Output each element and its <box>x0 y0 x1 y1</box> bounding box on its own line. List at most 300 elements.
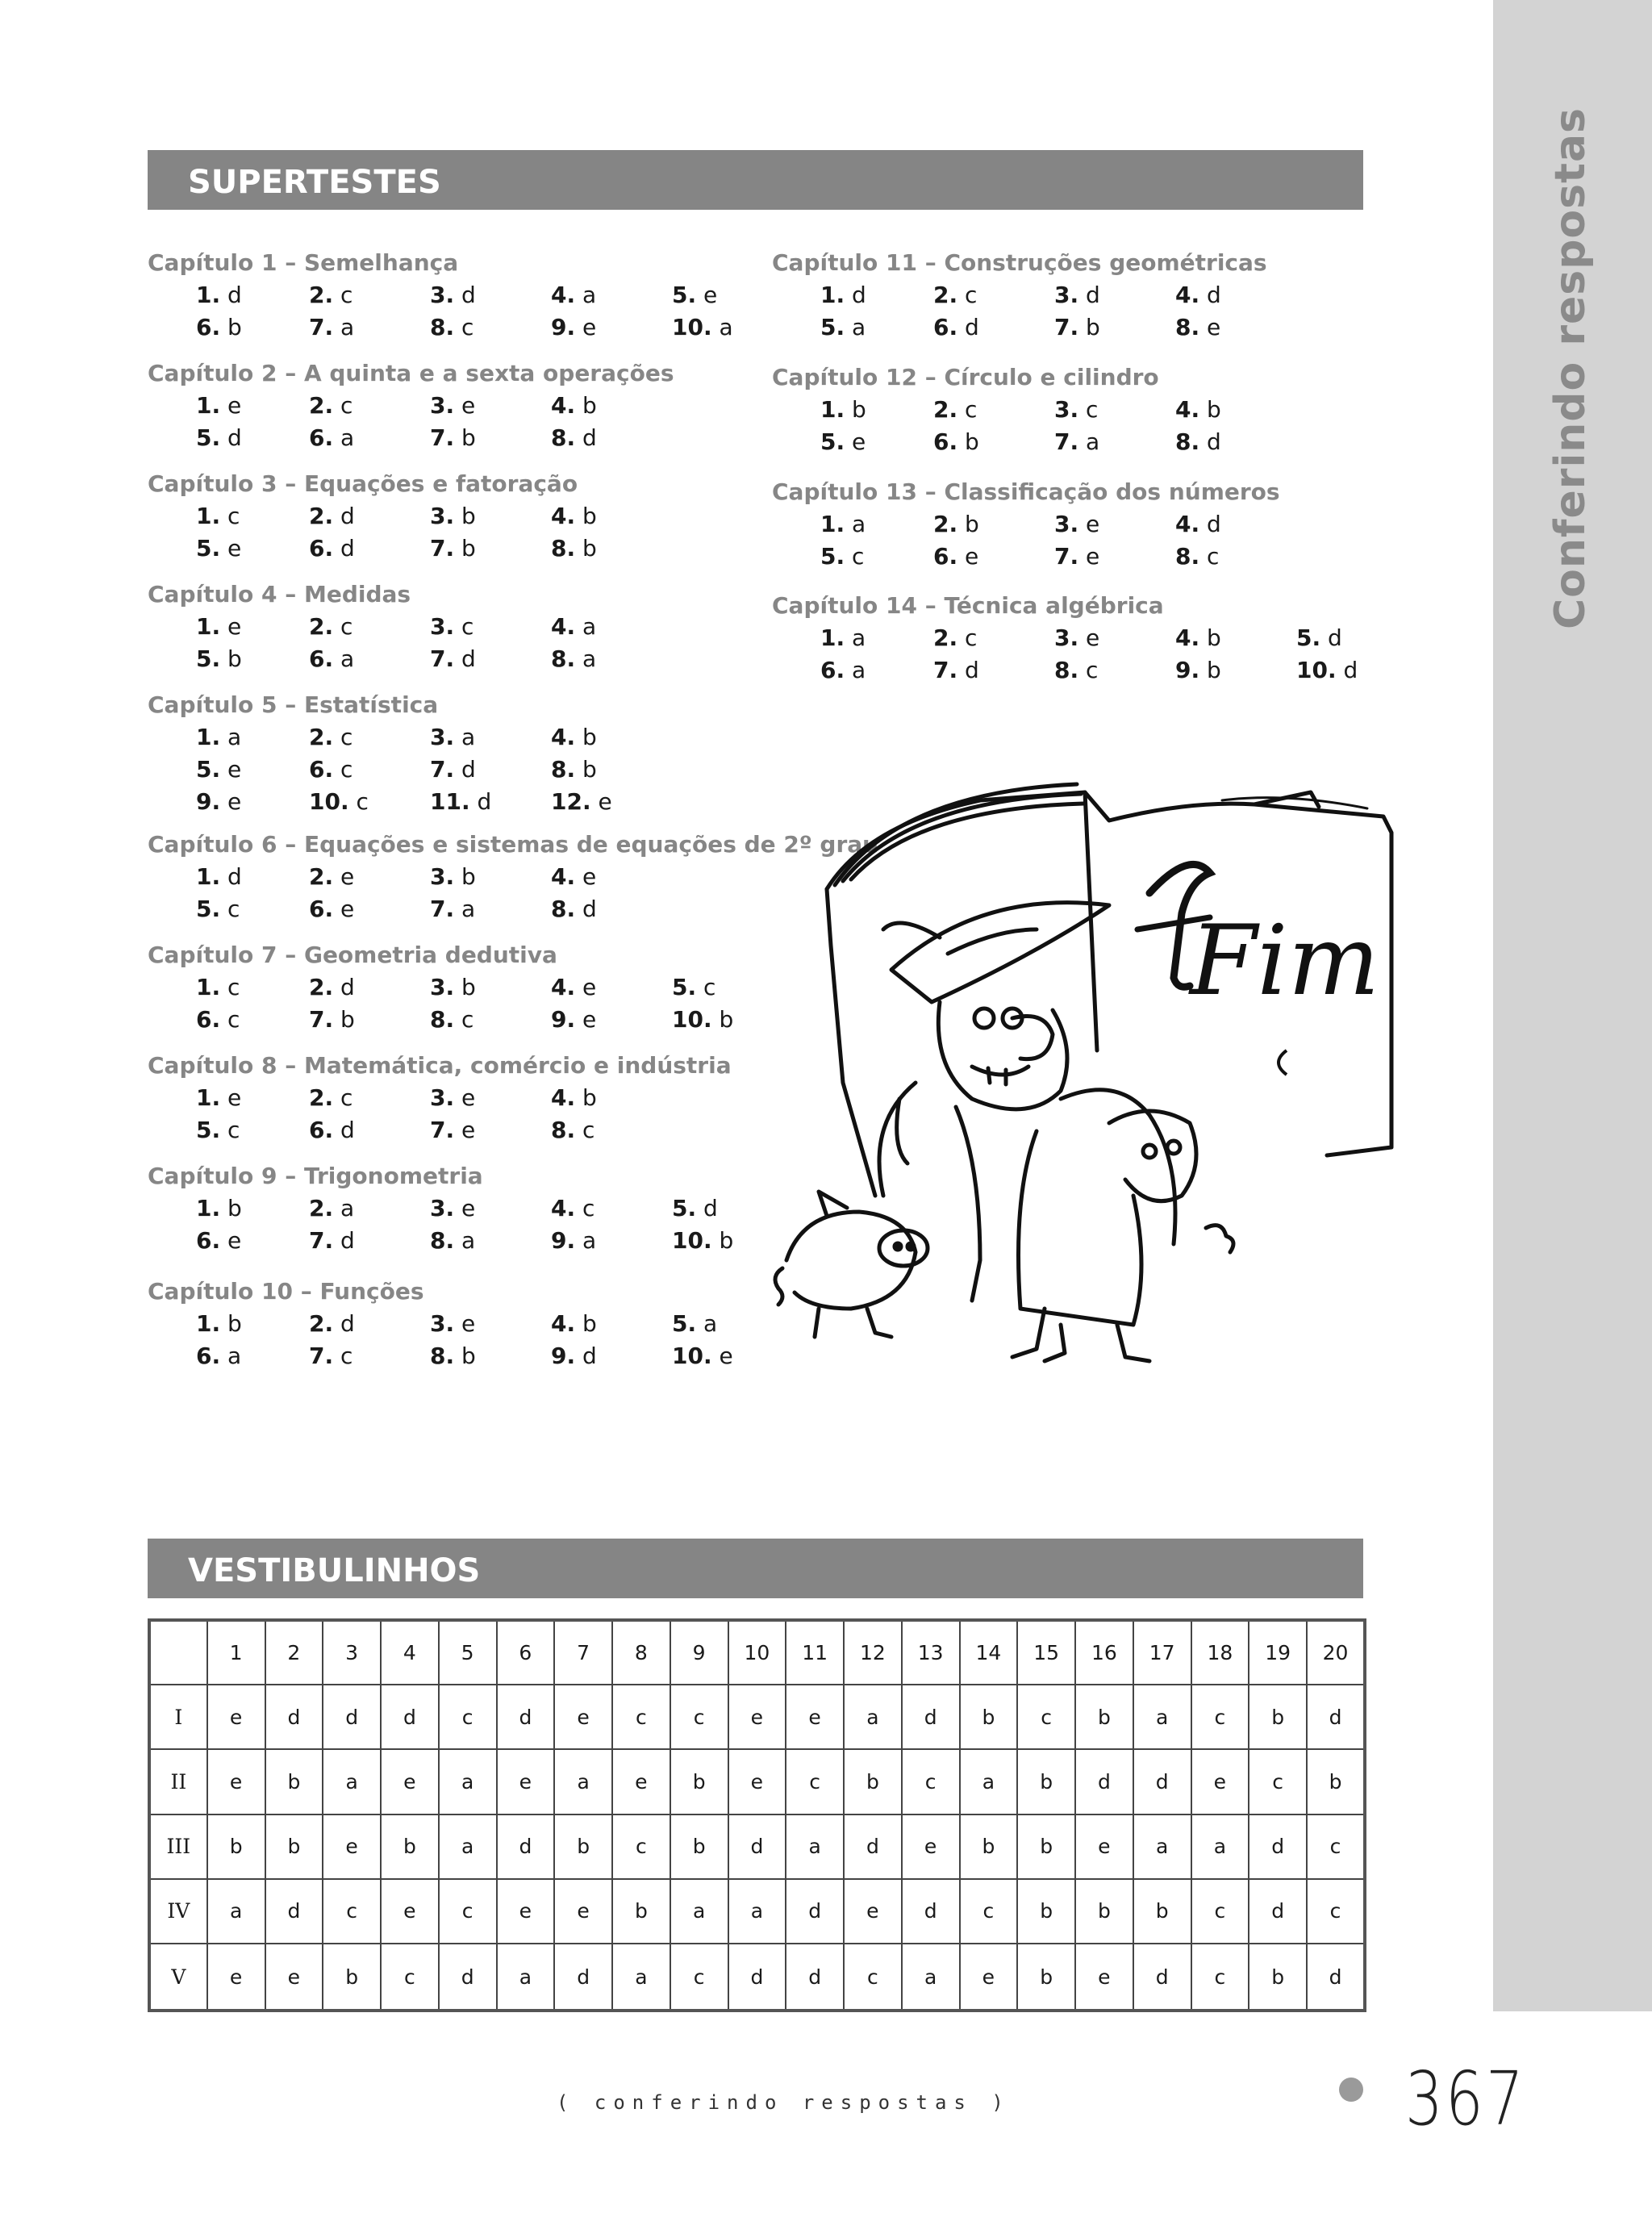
answer-cell: e <box>728 1749 786 1814</box>
answer-cell: b <box>670 1814 728 1879</box>
chapter-title: Capítulo 8 – Matemática, comércio e indústria <box>148 1052 732 1079</box>
answer-letter: b <box>582 1310 597 1337</box>
answer-cell: e <box>207 1944 265 2011</box>
answer-cell: e <box>902 1814 960 1879</box>
table-header-row <box>149 1620 1365 1685</box>
question-number: 2. <box>309 1084 334 1111</box>
answer-letter: c <box>965 624 978 651</box>
answer-cell: a <box>207 1879 265 1944</box>
answer-item <box>430 786 491 818</box>
answer-item <box>430 311 473 344</box>
answer-cell: b <box>207 1814 265 1879</box>
answer-letter: d <box>1328 624 1342 651</box>
question-number: 7. <box>1054 543 1079 570</box>
answer-cell: b <box>265 1814 323 1879</box>
question-number: 8. <box>1175 314 1200 340</box>
question-number: 8. <box>551 535 576 562</box>
answer-item <box>672 279 717 311</box>
answer-item <box>551 1114 594 1146</box>
answer-letter: e <box>582 314 597 340</box>
answer-letter: e <box>461 1310 476 1337</box>
question-number: 5. <box>1296 624 1321 651</box>
chapter-title: Capítulo 3 – Equações e fatoração <box>148 470 578 497</box>
answer-item <box>430 861 476 893</box>
column-number: 19 <box>1249 1620 1307 1685</box>
question-number: 6. <box>309 1117 334 1143</box>
question-number: 8. <box>430 314 455 340</box>
cartoon-illustration <box>770 744 1408 1373</box>
answer-letter: a <box>582 645 597 672</box>
question-number: 7. <box>430 645 455 672</box>
answer-item <box>430 754 476 786</box>
answer-item <box>551 1308 597 1340</box>
answer-cell: c <box>439 1879 497 1944</box>
answer-letter: a <box>582 613 597 640</box>
question-number: 5. <box>196 535 221 562</box>
column-number: 8 <box>612 1620 670 1685</box>
answer-item <box>672 1340 733 1372</box>
question-number: 8. <box>551 1117 576 1143</box>
answer-letter: d <box>461 756 476 783</box>
chapter-block <box>148 468 597 565</box>
answer-row <box>772 311 1267 344</box>
answer-item <box>551 532 597 565</box>
answer-item <box>309 1308 355 1340</box>
column-number: 11 <box>786 1620 844 1685</box>
answer-item <box>551 1082 597 1114</box>
question-number: 3. <box>430 1084 455 1111</box>
answer-letter: b <box>582 756 597 783</box>
answer-letter: c <box>227 974 240 1000</box>
chapter-block <box>148 689 612 818</box>
pig <box>786 1212 916 1309</box>
answer-cell: a <box>497 1944 555 2011</box>
question-number: 3. <box>1054 282 1079 308</box>
question-number: 7. <box>1054 314 1079 340</box>
answer-item <box>820 311 866 344</box>
question-number: 8. <box>551 756 576 783</box>
answer-cell: d <box>844 1814 902 1879</box>
answer-item <box>933 311 979 344</box>
answer-item <box>430 500 476 532</box>
answer-cell: e <box>554 1685 612 1749</box>
answer-row <box>148 1114 732 1146</box>
hat <box>891 903 1109 1002</box>
vestibulinhos-table <box>148 1618 1366 2012</box>
answer-cell: e <box>612 1749 670 1814</box>
answer-item <box>1054 311 1100 344</box>
column-number: 15 <box>1017 1620 1075 1685</box>
question-number: 7. <box>430 535 455 562</box>
answer-row <box>148 861 878 893</box>
question-number: 6. <box>820 657 845 683</box>
answer-item <box>1175 394 1221 426</box>
answer-cell: e <box>323 1814 381 1879</box>
question-number: 4. <box>1175 282 1200 308</box>
table-row <box>149 1814 1365 1879</box>
answer-item <box>196 893 240 925</box>
column-number: 13 <box>902 1620 960 1685</box>
answer-letter: c <box>356 788 369 815</box>
answer-item <box>196 279 242 311</box>
question-number: 5. <box>196 1117 221 1143</box>
answer-letter: d <box>1343 657 1358 683</box>
chapter-title: Capítulo 9 – Trigonometria <box>148 1163 483 1189</box>
answer-cell: a <box>1133 1685 1191 1749</box>
answer-cell: a <box>786 1814 844 1879</box>
answer-letter: b <box>719 1006 734 1033</box>
answer-cell: a <box>728 1879 786 1944</box>
answer-cell: c <box>612 1685 670 1749</box>
chapter-block <box>148 1160 734 1257</box>
chapter-title: Capítulo 13 – Classificação dos números <box>772 478 1280 505</box>
answer-letter: a <box>719 314 733 340</box>
answer-item <box>309 1114 355 1146</box>
answer-item <box>196 861 242 893</box>
answer-cell: e <box>265 1944 323 2011</box>
answer-letter: e <box>227 1084 242 1111</box>
question-number: 4. <box>1175 511 1200 537</box>
answer-item <box>551 1004 596 1036</box>
answer-item <box>196 532 241 565</box>
answer-item <box>430 611 473 643</box>
answer-cell: c <box>612 1814 670 1879</box>
answer-letter: b <box>227 645 242 672</box>
answer-cell: b <box>1017 1879 1075 1944</box>
question-number: 7. <box>1054 428 1079 455</box>
answer-cell: e <box>497 1749 555 1814</box>
question-number: 5. <box>820 428 845 455</box>
answer-cell: a <box>612 1944 670 2011</box>
answer-item <box>430 390 475 422</box>
question-number: 2. <box>309 392 334 419</box>
question-number: 6. <box>309 756 334 783</box>
answer-letter: b <box>340 1006 355 1033</box>
question-number: 1. <box>196 1195 221 1221</box>
answer-cell: b <box>1133 1879 1191 1944</box>
answer-item <box>309 422 354 454</box>
answer-item <box>1175 622 1221 654</box>
answer-item <box>1054 394 1098 426</box>
answer-cell: c <box>902 1749 960 1814</box>
chapter-block <box>148 247 733 344</box>
answer-cell: b <box>1307 1749 1365 1814</box>
answer-letter: e <box>340 896 355 922</box>
answer-letter: b <box>965 428 979 455</box>
chapter-title: Capítulo 4 – Medidas <box>148 581 411 608</box>
answer-item <box>196 311 242 344</box>
answer-item <box>309 861 354 893</box>
answer-letter: a <box>582 1227 597 1254</box>
answer-cell: a <box>323 1749 381 1814</box>
answer-cell: a <box>439 1814 497 1879</box>
answer-item <box>309 721 353 754</box>
answer-row <box>148 893 878 925</box>
answer-cell: b <box>612 1879 670 1944</box>
answer-letter: b <box>582 1084 597 1111</box>
question-number: 1. <box>820 511 845 537</box>
answer-cell: b <box>265 1749 323 1814</box>
answer-letter: e <box>852 428 866 455</box>
answer-letter: d <box>965 314 979 340</box>
chapter-title: Capítulo 10 – Funções <box>148 1278 424 1305</box>
side-title: Conferindo respostas <box>1546 107 1595 629</box>
answer-letter: c <box>227 1006 240 1033</box>
answer-item <box>672 1308 717 1340</box>
answer-letter: b <box>1207 396 1221 423</box>
answer-letter: a <box>461 896 476 922</box>
question-number: 1. <box>196 503 221 529</box>
answer-item <box>309 279 353 311</box>
answer-letter: a <box>703 1310 718 1337</box>
question-number: 3. <box>430 724 455 750</box>
answer-letter: d <box>227 282 242 308</box>
answer-cell: d <box>902 1879 960 1944</box>
answer-cell: d <box>497 1814 555 1879</box>
answer-item <box>820 394 866 426</box>
question-number: 7. <box>430 896 455 922</box>
answer-letter: c <box>852 543 865 570</box>
answer-cell: b <box>670 1749 728 1814</box>
row-label: III <box>149 1814 207 1879</box>
answer-item <box>551 643 596 675</box>
answer-row <box>148 1192 718 1225</box>
answer-letter: d <box>852 282 866 308</box>
chapter-title: Capítulo 5 – Estatística <box>148 691 439 718</box>
question-number: 3. <box>430 1310 455 1337</box>
answer-item <box>196 390 241 422</box>
answer-cell: d <box>323 1685 381 1749</box>
chapter-title: Capítulo 14 – Técnica algébrica <box>772 592 1164 619</box>
answer-item <box>1175 541 1219 573</box>
answer-row <box>772 426 1221 458</box>
answer-item <box>933 394 977 426</box>
question-number: 5. <box>672 974 697 1000</box>
question-number: 10. <box>309 788 349 815</box>
answer-letter: e <box>598 788 612 815</box>
answer-item <box>309 1004 355 1036</box>
answer-letter: b <box>461 863 476 890</box>
question-number: 1. <box>196 974 221 1000</box>
question-number: 9. <box>551 314 576 340</box>
answer-item <box>1054 622 1099 654</box>
answer-item <box>309 532 355 565</box>
answer-cell: c <box>1307 1879 1365 1944</box>
answer-letter: d <box>461 645 476 672</box>
answer-item <box>430 893 475 925</box>
answer-item <box>430 721 475 754</box>
question-number: 4. <box>551 282 576 308</box>
answer-cell: c <box>323 1879 381 1944</box>
question-number: 2. <box>309 724 334 750</box>
answer-cell: b <box>554 1814 612 1879</box>
answer-letter: d <box>227 424 242 451</box>
question-number: 5. <box>196 645 221 672</box>
answer-letter: d <box>1086 282 1100 308</box>
question-number: 6. <box>933 428 958 455</box>
answer-row <box>772 394 1221 426</box>
answer-cell: b <box>1017 1944 1075 2011</box>
question-number: 4. <box>551 613 576 640</box>
answer-item <box>196 422 242 454</box>
answer-cell: e <box>207 1749 265 1814</box>
answer-item <box>196 1004 240 1036</box>
chapter-title: Capítulo 12 – Círculo e cilindro <box>772 364 1159 390</box>
question-number: 2. <box>933 282 958 308</box>
question-number: 3. <box>1054 624 1079 651</box>
answer-item <box>672 1004 733 1036</box>
column-number: 6 <box>497 1620 555 1685</box>
answer-row <box>148 1225 734 1257</box>
answer-item <box>309 1340 353 1372</box>
answer-letter: b <box>965 511 979 537</box>
answer-letter: e <box>227 1227 242 1254</box>
answer-item <box>1175 654 1221 687</box>
question-number: 9. <box>551 1006 576 1033</box>
answer-letter: b <box>1207 624 1221 651</box>
chapter-title: Capítulo 6 – Equações e sistemas de equações de 2º grau <box>148 831 879 858</box>
question-number: 4. <box>1175 624 1200 651</box>
answer-row <box>148 1082 732 1114</box>
answer-letter: d <box>340 974 355 1000</box>
answer-cell: a <box>844 1685 902 1749</box>
question-number: 4. <box>551 863 576 890</box>
answer-letter: a <box>582 282 597 308</box>
answer-letter: b <box>461 974 476 1000</box>
question-number: 10. <box>672 1343 712 1369</box>
column-number: 17 <box>1133 1620 1191 1685</box>
answer-item <box>309 611 353 643</box>
question-number: 2. <box>309 613 334 640</box>
chapter-block <box>148 357 674 454</box>
answer-row <box>148 1340 733 1372</box>
question-number: 6. <box>196 1006 221 1033</box>
answer-cell: a <box>1191 1814 1249 1879</box>
answer-letter: d <box>340 503 355 529</box>
answer-cell: d <box>1307 1944 1365 2011</box>
answer-cell: b <box>1249 1685 1307 1749</box>
question-number: 10. <box>672 1006 712 1033</box>
answer-cell: a <box>670 1879 728 1944</box>
question-number: 3. <box>1054 511 1079 537</box>
question-number: 2. <box>933 624 958 651</box>
question-number: 6. <box>196 1343 221 1369</box>
answer-cell: d <box>786 1944 844 2011</box>
answer-item <box>820 622 866 654</box>
chapter-block <box>772 590 1358 687</box>
answer-letter: b <box>582 724 597 750</box>
answer-letter: e <box>1086 511 1100 537</box>
answer-letter: d <box>582 424 597 451</box>
answer-letter: d <box>227 863 242 890</box>
answer-item <box>551 1340 597 1372</box>
answer-row <box>148 532 597 565</box>
supertestes-header: SUPERTESTES <box>148 150 1363 210</box>
question-number: 1. <box>196 1084 221 1111</box>
answer-cell: d <box>786 1879 844 1944</box>
answer-letter: b <box>582 535 597 562</box>
question-number: 2. <box>309 1310 334 1337</box>
answer-letter: c <box>227 503 240 529</box>
answer-row <box>772 508 1280 541</box>
chapter-block <box>772 361 1221 458</box>
answer-cell: d <box>439 1944 497 2011</box>
question-number: 7. <box>309 1006 334 1033</box>
answer-cell: b <box>960 1814 1018 1879</box>
answer-item <box>309 893 354 925</box>
answer-item <box>430 643 476 675</box>
chapter-title: Capítulo 1 – Semelhança <box>148 249 459 276</box>
question-number: 2. <box>309 974 334 1000</box>
answer-item <box>1054 654 1098 687</box>
question-number: 10. <box>1296 657 1337 683</box>
answer-item <box>430 1004 473 1036</box>
answer-letter: e <box>582 1006 597 1033</box>
column-number: 14 <box>960 1620 1018 1685</box>
answer-cell: e <box>497 1879 555 1944</box>
answer-item <box>430 1340 476 1372</box>
answer-item <box>1175 508 1221 541</box>
answer-row <box>772 541 1280 573</box>
row-label: I <box>149 1685 207 1749</box>
chapter-title: Capítulo 2 – A quinta e a sexta operações <box>148 360 674 386</box>
question-number: 7. <box>430 756 455 783</box>
answer-item <box>430 1192 475 1225</box>
question-number: 3. <box>430 863 455 890</box>
answer-letter: e <box>1086 543 1100 570</box>
question-number: 5. <box>672 1310 697 1337</box>
answer-item <box>309 500 355 532</box>
answer-item <box>933 279 977 311</box>
answer-letter: d <box>340 1227 355 1254</box>
answer-item <box>551 893 597 925</box>
answer-cell: c <box>439 1685 497 1749</box>
answer-item <box>196 1114 240 1146</box>
question-number: 1. <box>196 392 221 419</box>
answer-item <box>820 279 866 311</box>
question-number: 7. <box>309 1343 334 1369</box>
answer-cell: e <box>381 1879 439 1944</box>
page-number: 367 <box>1405 2056 1527 2142</box>
answer-item <box>551 786 612 818</box>
answer-item <box>196 611 241 643</box>
answer-letter: a <box>340 1195 355 1221</box>
question-number: 2. <box>309 863 334 890</box>
answer-item <box>196 500 240 532</box>
answer-letter: a <box>340 314 355 340</box>
answer-letter: c <box>461 314 474 340</box>
answer-row <box>148 754 597 786</box>
answer-cell: c <box>1249 1749 1307 1814</box>
answer-letter: c <box>1086 657 1099 683</box>
question-number: 4. <box>1175 396 1200 423</box>
answer-item <box>820 541 864 573</box>
answer-cell: c <box>844 1944 902 2011</box>
question-number: 2. <box>933 511 958 537</box>
answer-item <box>1054 279 1100 311</box>
answer-letter: c <box>461 613 474 640</box>
question-number: 7. <box>933 657 958 683</box>
answer-letter: d <box>340 535 355 562</box>
answer-cell: e <box>207 1685 265 1749</box>
answer-letter: c <box>340 392 353 419</box>
answer-cell: c <box>1191 1944 1249 2011</box>
question-number: 3. <box>430 974 455 1000</box>
answer-item <box>820 654 866 687</box>
question-number: 2. <box>309 282 334 308</box>
question-number: 1. <box>820 624 845 651</box>
answer-item <box>196 1308 242 1340</box>
